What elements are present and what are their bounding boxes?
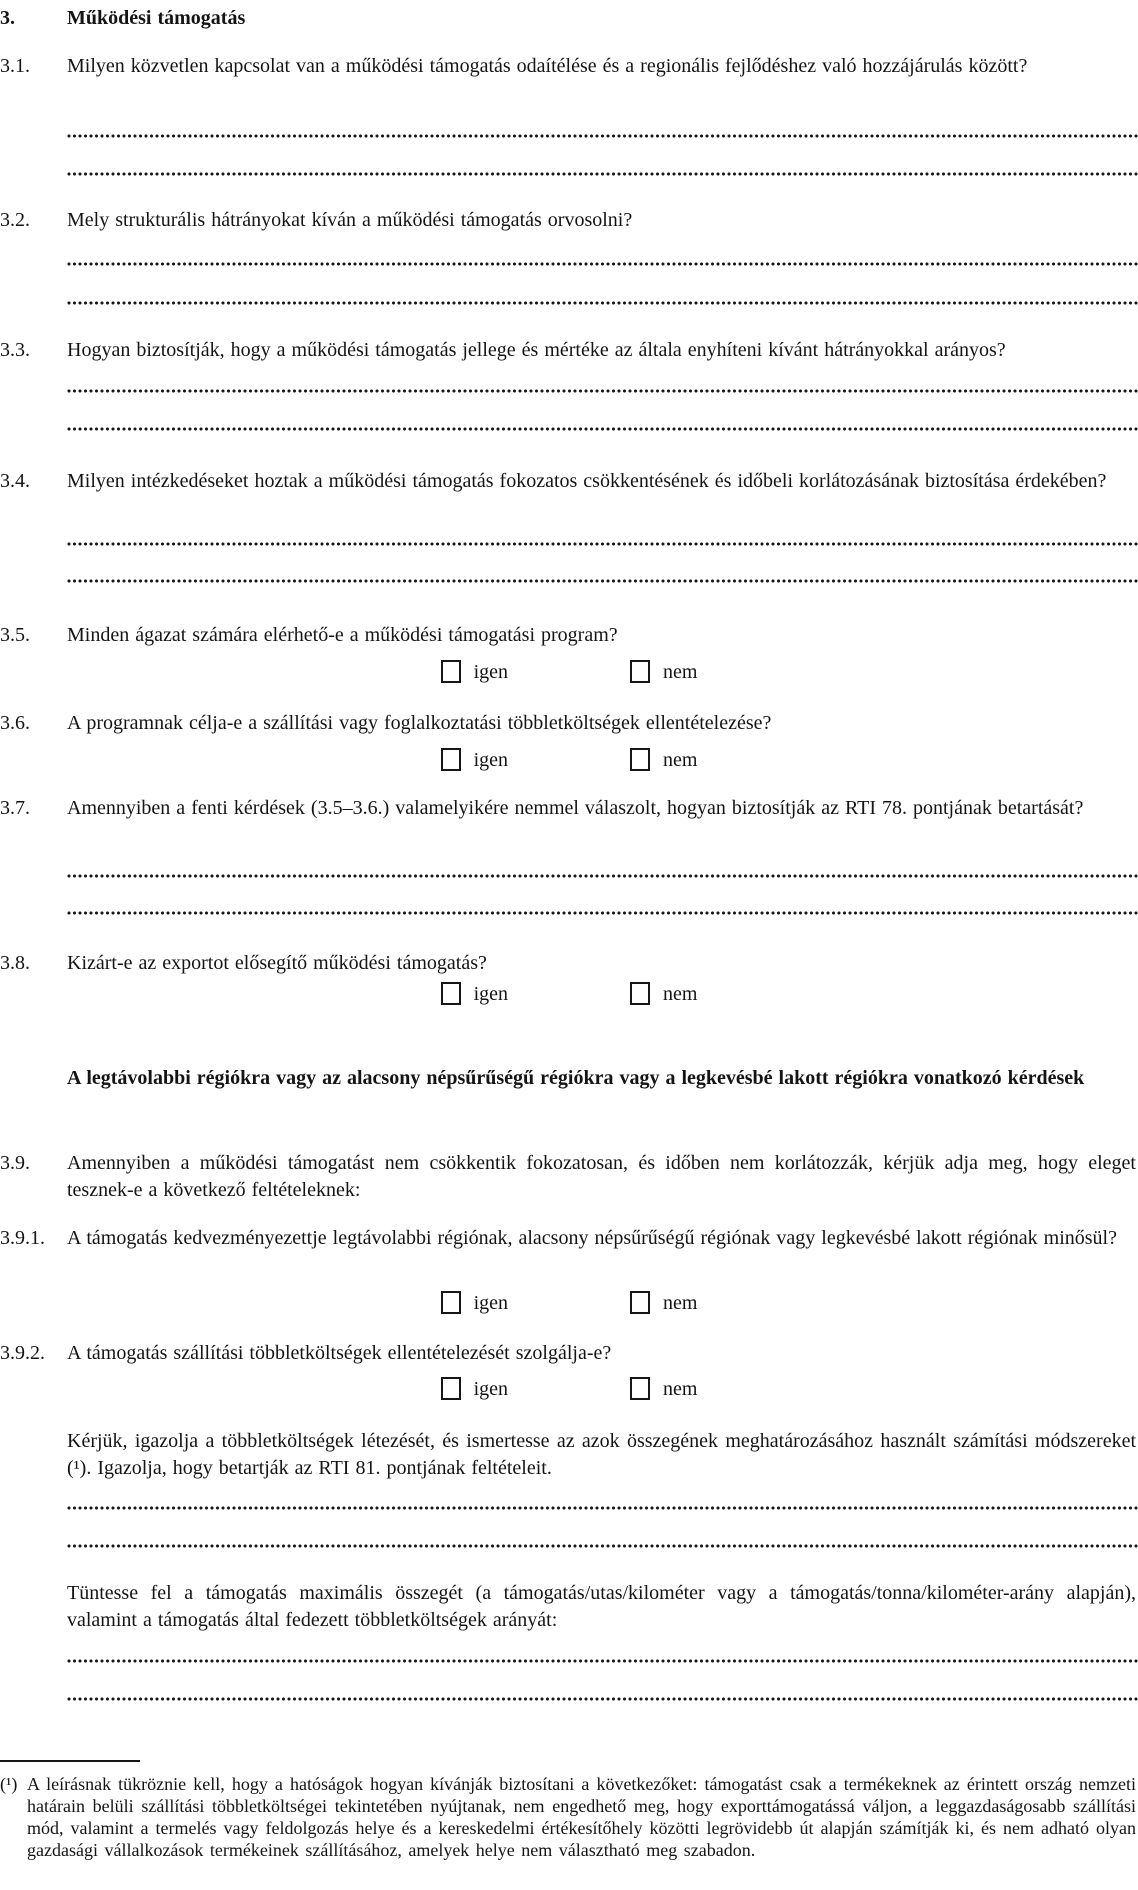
yes-checkbox[interactable] — [441, 1377, 461, 1400]
question-3-2 — [0, 207, 1136, 234]
yes-option — [441, 1377, 508, 1400]
question-3-8 — [0, 950, 1136, 977]
no-label: nem — [663, 660, 698, 683]
section-number: 3. — [0, 7, 15, 29]
question-3-6 — [0, 710, 1136, 737]
no-option — [630, 748, 697, 771]
answer-line[interactable] — [67, 911, 1138, 915]
question-text: Minden ágazat számára elérhető-e a működési támogatási program? — [67, 624, 618, 646]
no-option — [630, 982, 697, 1005]
answer-line[interactable] — [67, 1659, 1138, 1663]
question-number: 3.9. — [0, 1152, 30, 1174]
no-option — [630, 1377, 697, 1400]
question-number: 3.9.2. — [0, 1342, 45, 1364]
footnote-marker: (¹) — [0, 1774, 18, 1794]
question-number: 3.1. — [0, 55, 30, 77]
no-checkbox[interactable] — [630, 660, 650, 683]
question-text: A támogatás szállítási többletköltségek ellentételezését szolgálja-e? — [67, 1342, 612, 1364]
yes-option — [441, 1291, 508, 1314]
answer-line[interactable] — [67, 1544, 1138, 1548]
question-3-4 — [0, 468, 1136, 495]
paragraph-text: Kérjük, igazolja a többletköltségek létezését, és ismertesse az azok összegének meghatározásához használt számítási módszereket (¹). Igazolja, hogy betartják az RTI 81. pontjának feltételeit. — [67, 1430, 1136, 1479]
question-text: Amennyiben a fenti kérdések (3.5–3.6.) valamelyikére nemmel válaszolt, hogyan biztosítják az RTI 78. pontjának betartását? — [67, 797, 1084, 819]
no-checkbox[interactable] — [630, 1291, 650, 1314]
answer-line[interactable] — [67, 1506, 1138, 1510]
yes-label: igen — [473, 748, 508, 771]
question-3-9 — [0, 1150, 1136, 1204]
paragraph-max-amount — [0, 1580, 1136, 1634]
question-3-7 — [0, 795, 1136, 822]
question-3-9-1 — [0, 1225, 1136, 1252]
question-3-9-2 — [0, 1340, 1136, 1367]
yes-label: igen — [473, 982, 508, 1005]
section-title: Működési támogatás — [67, 7, 246, 29]
footnote — [0, 1773, 1136, 1861]
subsection-heading-text: A legtávolabbi régiókra vagy az alacsony népsűrűségű régiókra vagy a legkevésbé lakott régiókra vonatkozó kérdések — [67, 1067, 1085, 1089]
question-text: A programnak célja-e a szállítási vagy foglalkoztatási többletköltségek ellentételezése? — [67, 712, 772, 734]
choice-row-3-8 — [0, 982, 1138, 1005]
answer-line[interactable] — [67, 542, 1138, 546]
question-number: 3.9.1. — [0, 1227, 45, 1249]
question-number: 3.8. — [0, 952, 30, 974]
answer-line[interactable] — [67, 301, 1138, 305]
answer-line[interactable] — [67, 427, 1138, 431]
yes-label: igen — [473, 1291, 508, 1314]
yes-checkbox[interactable] — [441, 1291, 461, 1314]
yes-label: igen — [473, 660, 508, 683]
yes-checkbox[interactable] — [441, 660, 461, 683]
choice-row-3-5 — [0, 660, 1138, 683]
choice-row-3-6 — [0, 748, 1138, 771]
yes-option — [441, 982, 508, 1005]
answer-line[interactable] — [67, 262, 1138, 266]
yes-label: igen — [473, 1377, 508, 1400]
answer-line[interactable] — [67, 1697, 1138, 1701]
question-3-3 — [0, 337, 1136, 364]
yes-option — [441, 660, 508, 683]
footnote-separator — [0, 1760, 140, 1762]
question-number: 3.5. — [0, 624, 30, 646]
answer-line[interactable] — [67, 874, 1138, 878]
choice-row-3-9-1 — [0, 1291, 1138, 1314]
no-label: nem — [663, 1377, 698, 1400]
section-heading — [0, 5, 1136, 32]
answer-line[interactable] — [67, 389, 1138, 393]
question-text: Milyen közvetlen kapcsolat van a működési támogatás odaítélése és a regionális fejlődéshez való hozzájárulás között? — [67, 55, 1028, 77]
question-text: Milyen intézkedéseket hoztak a működési támogatás fokozatos csökkentésének és időbeli korlátozásának biztosítása érdekében? — [67, 470, 1107, 492]
answer-line[interactable] — [67, 172, 1138, 176]
question-text: Amennyiben a működési támogatást nem csökkentik fokozatosan, és időben nem korlátozzák, kérjük adja meg, hogy eleget tesznek-e a következő feltételeknek: — [67, 1152, 1136, 1201]
no-label: nem — [663, 982, 698, 1005]
no-option — [630, 660, 697, 683]
question-3-5 — [0, 622, 1136, 649]
paragraph-justify-costs — [0, 1428, 1136, 1482]
no-option — [630, 1291, 697, 1314]
answer-line[interactable] — [67, 579, 1138, 583]
no-checkbox[interactable] — [630, 1377, 650, 1400]
yes-option — [441, 748, 508, 771]
question-text: Hogyan biztosítják, hogy a működési támogatás jellege és mértéke az általa enyhíteni kívánt hátrányokkal arányos? — [67, 339, 1006, 361]
answer-line[interactable] — [67, 134, 1138, 138]
no-checkbox[interactable] — [630, 748, 650, 771]
no-label: nem — [663, 748, 698, 771]
question-text: Kizárt-e az exportot elősegítő működési támogatás? — [67, 952, 487, 974]
subsection-heading — [0, 1065, 1136, 1092]
no-checkbox[interactable] — [630, 982, 650, 1005]
question-text: Mely strukturális hátrányokat kíván a működési támogatás orvosolni? — [67, 209, 633, 231]
question-3-1 — [0, 53, 1136, 80]
yes-checkbox[interactable] — [441, 982, 461, 1005]
footnote-text: A leírásnak tükröznie kell, hogy a hatóságok hogyan kívánják biztosítani a következőket: támogatást csak a termékeknek az érintett ország nemzeti határain belüli szállítási többletköltségei tekintetében nyújtanak, nem engedhető meg, hogy exporttámogatássá váljon, a leggazdaságosabb szállítási mód, valamint a termelés vagy feldolgozás helye és a kereskedelmi értékesítőhely közötti legrövidebb út alapján számítják ki, és nem adható olyan gazdasági vállalkozások termékeinek szállításához, amelyek helye nem választható meg szabadon. — [27, 1774, 1136, 1860]
question-number: 3.3. — [0, 339, 30, 361]
choice-row-3-9-2 — [0, 1377, 1138, 1400]
question-number: 3.2. — [0, 209, 30, 231]
question-text: A támogatás kedvezményezettje legtávolabbi régiónak, alacsony népsűrűségű régiónak vagy legkevésbé lakott régiónak minősül? — [67, 1227, 1117, 1249]
no-label: nem — [663, 1291, 698, 1314]
question-number: 3.4. — [0, 470, 30, 492]
paragraph-text: Tüntesse fel a támogatás maximális összegét (a támogatás/utas/kilométer vagy a támogatás/tonna/kilométer-arány alapján), valamint a támogatás által fedezett többletköltségek arányát: — [67, 1582, 1136, 1631]
yes-checkbox[interactable] — [441, 748, 461, 771]
question-number: 3.7. — [0, 797, 30, 819]
question-number: 3.6. — [0, 712, 30, 734]
